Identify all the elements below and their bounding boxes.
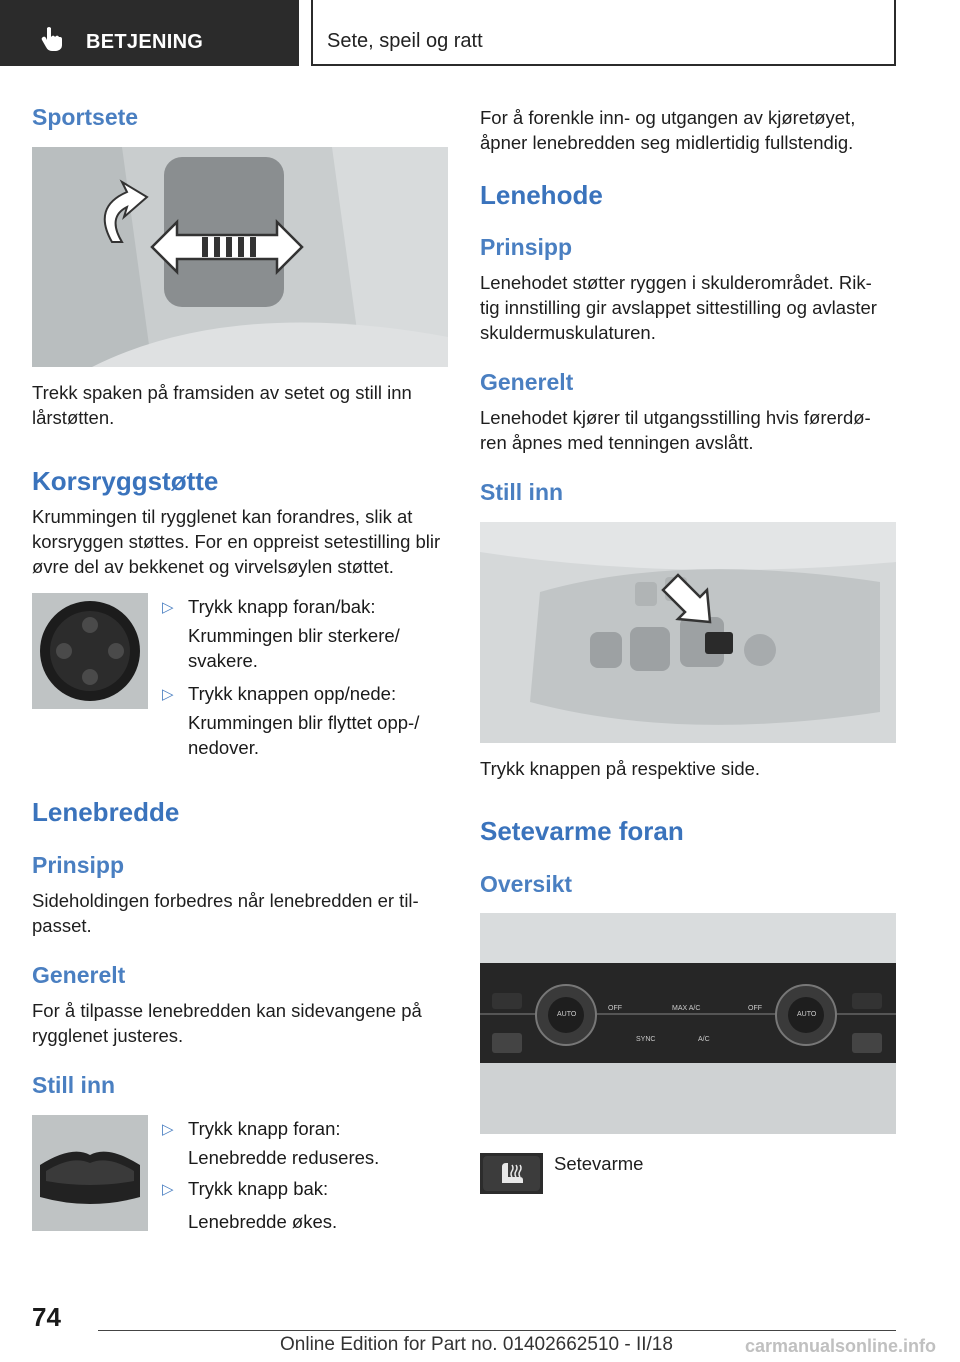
intro-text-right: For å forenkle inn- og utgangen av kjøretøyet, åpner lenebredden seg midlertidig fullstendig.	[480, 107, 856, 153]
setevarme-label: Setevarme	[554, 1153, 644, 1174]
footer-divider	[98, 1330, 896, 1331]
heading-korsryggstotte: Korsryggstøtte	[32, 466, 219, 496]
heading-lenehode: Lenehode	[480, 180, 603, 210]
heading-prinsipp-left: Prinsipp	[32, 852, 125, 878]
heading-setevarme-foran: Setevarme foran	[480, 816, 684, 846]
korsrygg-bullet-2-action: Trykk knappen opp/nede:	[188, 683, 397, 704]
seat-heating-button-photo	[480, 1153, 543, 1194]
stillinn-bullet-1-result: Lenebredde reduseres.	[188, 1147, 380, 1168]
stillinn-bullet-2-result: Lenebredde økes.	[188, 1211, 338, 1232]
panel-off-right: OFF	[748, 1005, 762, 1012]
stillinn-bullet-1-action: Trykk knapp foran:	[188, 1118, 341, 1139]
lumbar-button-photo	[32, 593, 148, 709]
page-number: 74	[32, 1302, 61, 1332]
korsrygg-bullet-1-result: Krummingen blir sterkere/ svakere.	[188, 625, 400, 671]
prinsipp-text-right: Lenehodet støtter ryggen i skulderområdet. Rik- tig innstilling gir avslappet sittestilling og avlaster skuldermuskulaturen.	[480, 272, 877, 343]
heading-oversikt: Oversikt	[480, 871, 573, 897]
panel-auto-right: AUTO	[797, 1011, 817, 1018]
korsrygg-text: Krummingen til rygglenet kan forandres, slik at korsryggen støttes. For en oppreist setestilling blir øvre del av bekkenet og virvelsøylen støttet.	[32, 506, 441, 577]
panel-max-ac: MAX A/C	[672, 1005, 701, 1012]
seat-controls-photo	[480, 522, 896, 743]
bullet-triangle-icon: ▷	[162, 686, 174, 703]
heading-generelt-right: Generelt	[480, 369, 574, 395]
heading-lenebredde: Lenebredde	[32, 797, 180, 827]
prinsipp-text-left: Sideholdingen forbedres når lenebredden er til- passet.	[32, 890, 419, 936]
heading-generelt-left: Generelt	[32, 962, 126, 988]
heading-sportsete: Sportsete	[32, 104, 139, 130]
generelt-text-right: Lenehodet kjører til utgangsstilling hvis førerdø- ren åpnes med tenningen avslått.	[480, 407, 871, 453]
stillinn-bullet-2-action: Trykk knapp bak:	[188, 1178, 329, 1199]
panel-auto-left: AUTO	[557, 1011, 577, 1018]
sportsete-photo	[32, 147, 448, 367]
panel-sync: SYNC	[636, 1036, 656, 1043]
section-tab	[0, 0, 299, 66]
chapter-title: Sete, speil og ratt	[327, 30, 483, 52]
panel-ac: A/C	[698, 1036, 710, 1043]
width-switch-photo	[32, 1115, 148, 1231]
sportsete-text: Trekk spaken på framsiden av setet og still inn lårstøtten.	[32, 382, 412, 428]
chapter-tab	[311, 0, 896, 66]
bullet-triangle-icon: ▷	[162, 599, 174, 616]
climate-panel-photo	[480, 913, 896, 1134]
watermark: carmanualsonline.info	[745, 1336, 937, 1356]
heading-prinsipp-right: Prinsipp	[480, 234, 573, 260]
generelt-text-left: For å tilpasse lenebredden kan sidevangene på rygglenet justeres.	[32, 1000, 422, 1046]
korsrygg-bullet-1-action: Trykk knapp foran/bak:	[188, 596, 376, 617]
panel-off-left: OFF	[608, 1005, 622, 1012]
heading-still-inn-left: Still inn	[32, 1072, 116, 1098]
section-title: BETJENING	[86, 31, 204, 53]
seat-heating-icon	[480, 1153, 543, 1194]
stillinn-text-right: Trykk knappen på respektive side.	[480, 758, 761, 779]
korsrygg-bullet-2-result: Krummingen blir flyttet opp-/ nedover.	[188, 712, 420, 758]
bullet-triangle-icon: ▷	[162, 1121, 174, 1138]
bullet-triangle-icon: ▷	[162, 1181, 174, 1198]
edition-text: Online Edition for Part no. 01402662510 - II/18	[280, 1334, 673, 1355]
hand-pointer-icon	[38, 24, 66, 52]
heading-still-inn-right: Still inn	[480, 479, 564, 505]
